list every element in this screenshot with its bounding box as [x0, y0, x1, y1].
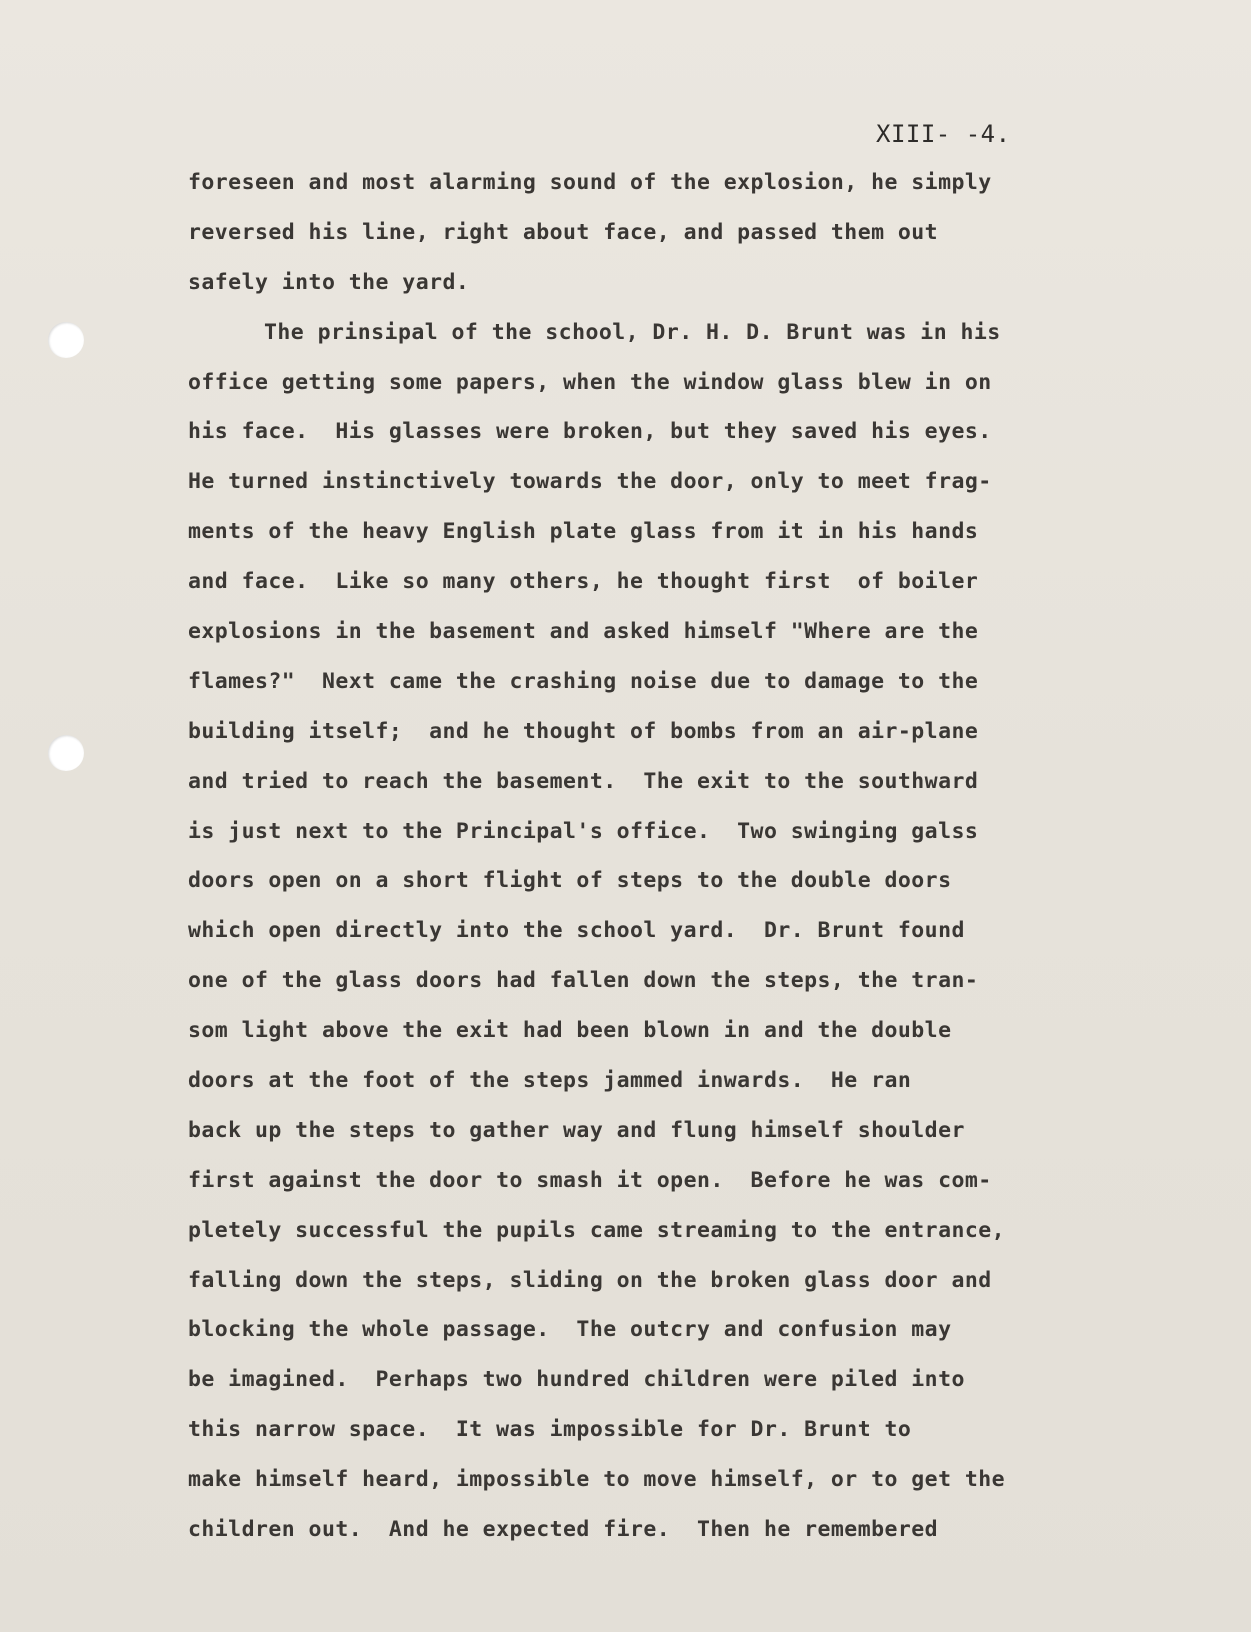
text-line: pletely successful the pupils came streaming to the entrance,: [188, 1217, 1006, 1243]
paragraph-start-line: The prinsipal of the school, Dr. H. D. Brunt was in his: [264, 319, 1001, 345]
text-line: office getting some papers, when the window glass blew in on: [188, 369, 992, 395]
text-line: ments of the heavy English plate glass from it in his hands: [188, 519, 979, 545]
text-line: be imagined. Perhaps two hundred children were piled into: [188, 1367, 965, 1393]
body-text: [188, 165, 1108, 1562]
text-line: back up the steps to gather way and flung himself shoulder: [188, 1117, 965, 1143]
text-line: is just next to the Principal's office. Two swinging galss: [188, 818, 979, 844]
page-number: XIII- -4.: [876, 120, 1011, 148]
text-line: make himself heard, impossible to move himself, or to get the: [188, 1467, 1006, 1493]
text-line: som light above the exit had been blown in and the double: [188, 1018, 952, 1044]
text-line: this narrow space. It was impossible for Dr. Brunt to: [188, 1417, 912, 1443]
text-line: flames?" Next came the crashing noise due to damage to the: [188, 668, 979, 694]
text-line: doors at the foot of the steps jammed inwards. He ran: [188, 1068, 912, 1094]
text-line: reversed his line, right about face, and passed them out: [188, 219, 939, 245]
text-line: and tried to reach the basement. The exit to the southward: [188, 768, 979, 794]
text-line: doors open on a short flight of steps to the double doors: [188, 868, 952, 894]
text-line: one of the glass doors had fallen down the steps, the tran-: [188, 968, 979, 994]
text-line: his face. His glasses were broken, but they saved his eyes.: [188, 419, 992, 445]
text-line: children out. And he expected fire. Then he remembered: [188, 1517, 939, 1543]
text-line: falling down the steps, sliding on the broken glass door and: [188, 1267, 992, 1293]
text-line: building itself; and he thought of bombs from an air-plane: [188, 718, 979, 744]
punch-hole-bottom: [48, 735, 84, 771]
punch-hole-top: [48, 322, 84, 358]
text-line: explosions in the basement and asked himself "Where are the: [188, 619, 979, 645]
text-line: blocking the whole passage. The outcry and confusion may: [188, 1317, 952, 1343]
text-line: foreseen and most alarming sound of the explosion, he simply: [188, 170, 992, 195]
text-line: which open directly into the school yard. Dr. Brunt found: [188, 918, 965, 944]
text-line: first against the door to smash it open. Before he was com-: [188, 1167, 992, 1193]
text-line: safely into the yard.: [188, 269, 470, 295]
text-line: and face. Like so many others, he thought first of boiler: [188, 569, 979, 595]
text-line: He turned instinctively towards the door, only to meet frag-: [188, 469, 992, 495]
